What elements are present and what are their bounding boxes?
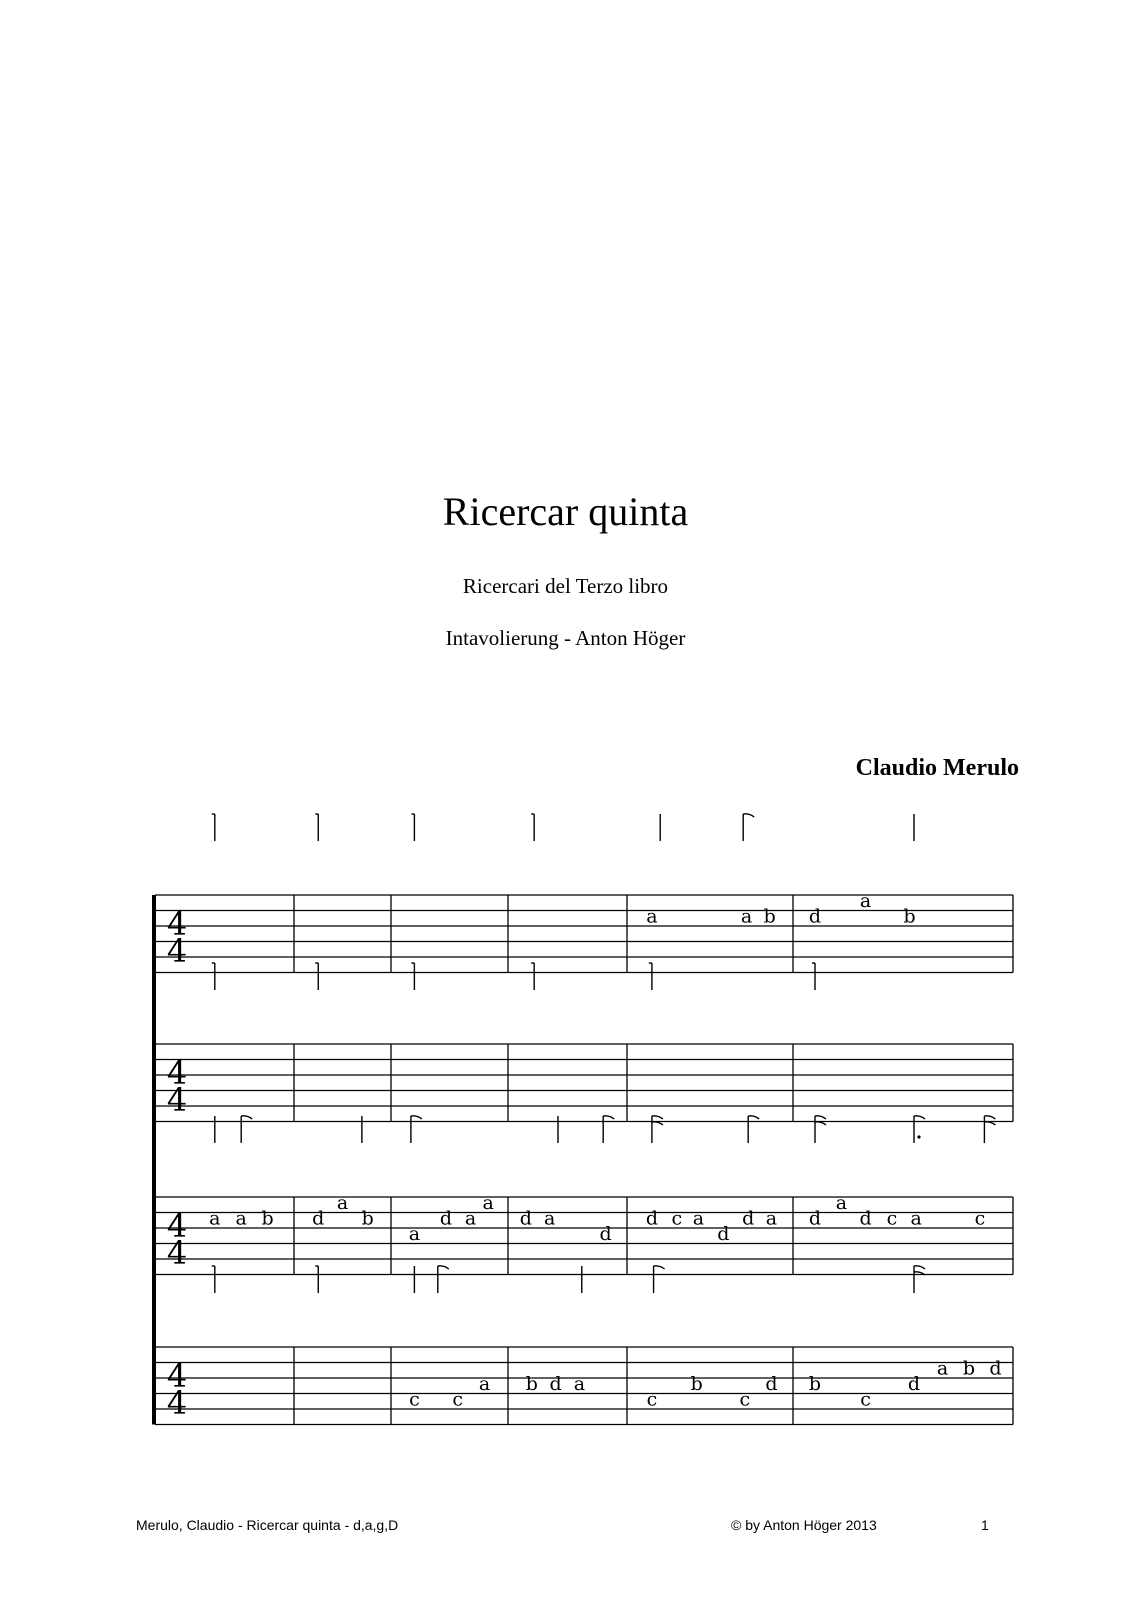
tab-letter: d — [549, 1373, 562, 1395]
rhythm-flag — [315, 963, 318, 990]
page-title: Ricercar quinta — [442, 489, 689, 534]
tab-letter: a — [573, 1373, 586, 1395]
tab-system — [155, 1116, 1013, 1275]
tab-letter: d — [859, 1207, 872, 1230]
tab-letter: a — [740, 905, 753, 928]
tab-letter: a — [936, 1357, 949, 1380]
tab-letter: b — [808, 1373, 822, 1395]
rhythm-flag — [743, 814, 754, 841]
tab-letter: c — [860, 1388, 871, 1411]
rhythm-flag — [649, 963, 652, 990]
tab-letter: c — [409, 1388, 420, 1411]
footer-copyright: © by Anton Höger 2013 — [731, 1517, 877, 1533]
rhythm-flag — [748, 1116, 759, 1143]
arranger-line: Intavolierung - Anton Höger — [445, 626, 686, 650]
tab-letter: d — [519, 1207, 532, 1230]
tab-letter: c — [671, 1207, 683, 1230]
rhythm-flag — [531, 963, 534, 990]
time-signature-top: 4 — [166, 905, 188, 943]
tab-letter: b — [261, 1207, 274, 1230]
rhythm-flag — [603, 1116, 614, 1143]
rhythm-flag — [212, 963, 215, 990]
tab-letter: a — [859, 890, 872, 912]
rhythm-flag — [652, 1116, 663, 1143]
tab-letter: d — [312, 1207, 325, 1230]
tab-letter: a — [336, 1192, 349, 1214]
tab-letter: c — [886, 1207, 898, 1230]
time-signature-bottom: 4 — [166, 1234, 188, 1272]
tab-letter: d — [808, 1207, 822, 1230]
time-signature-bottom: 4 — [166, 932, 188, 970]
tab-letter: d — [717, 1223, 730, 1245]
tab-letter: d — [808, 905, 822, 928]
rhythm-flag — [438, 1266, 449, 1293]
tab-letter: a — [482, 1192, 494, 1214]
system-bracket — [152, 895, 156, 1425]
tab-letter: b — [903, 905, 916, 928]
tab-letter: d — [742, 1207, 755, 1230]
tab-letter: a — [209, 1207, 221, 1230]
footer-left: Merulo, Claudio - Ricercar quinta - d,a,g,D — [136, 1517, 399, 1533]
rhythm-flag — [411, 963, 414, 990]
tab-letter: c — [974, 1207, 986, 1230]
tab-letter: a — [646, 905, 658, 928]
tab-letter: b — [690, 1373, 703, 1395]
rhythm-flag — [315, 1266, 318, 1293]
tab-letter: c — [646, 1388, 658, 1411]
rhythm-flag — [212, 814, 215, 841]
rhythm-flag — [411, 1116, 422, 1143]
tab-letter: d — [765, 1373, 778, 1395]
time-signature-top: 4 — [166, 1357, 188, 1395]
tab-letter: b — [763, 905, 776, 928]
rhythm-flag — [531, 814, 534, 841]
tab-letter: a — [835, 1192, 848, 1214]
tab-letter: a — [408, 1223, 421, 1245]
tab-letter: d — [989, 1357, 1002, 1380]
rhythm-flag — [241, 1116, 252, 1143]
tab-letter: a — [478, 1373, 491, 1395]
rhythm-flag — [315, 814, 318, 841]
rhythm-flag — [812, 963, 815, 990]
tab-letter: b — [361, 1207, 374, 1230]
time-signature-top: 4 — [166, 1054, 188, 1092]
rhythm-flag — [212, 1266, 215, 1293]
time-signature-bottom: 4 — [166, 1081, 188, 1119]
tab-letter: d — [599, 1223, 612, 1245]
time-signature-bottom: 4 — [166, 1384, 188, 1422]
tab-letter: d — [907, 1373, 921, 1395]
tab-letter: d — [645, 1207, 658, 1230]
rhythm-flag — [914, 1116, 925, 1143]
tab-letter: c — [739, 1388, 751, 1411]
time-signature-top: 4 — [166, 1207, 188, 1245]
rhythm-flag — [411, 814, 414, 841]
tab-letter: b — [525, 1373, 538, 1395]
tab-letter: a — [464, 1207, 477, 1230]
rhythm-flag — [815, 1116, 826, 1143]
tab-letter: a — [910, 1207, 922, 1230]
tab-letter: d — [439, 1207, 453, 1230]
rhythm-flag — [654, 1266, 665, 1293]
tab-letter: c — [452, 1388, 464, 1411]
tab-letter: a — [765, 1207, 778, 1230]
rhythm-flag — [984, 1116, 995, 1143]
footer-page-number: 1 — [981, 1517, 989, 1533]
tab-letter: a — [235, 1207, 247, 1230]
tab-system — [155, 814, 1013, 973]
composer-name: Claudio Merulo — [855, 755, 1019, 781]
subtitle: Ricercari del Terzo libro — [462, 574, 669, 598]
tab-letter: a — [692, 1207, 705, 1230]
tab-system — [155, 963, 1013, 1122]
rhythm-flag — [914, 1266, 925, 1293]
tab-system — [155, 1266, 1013, 1425]
tab-letter: b — [962, 1357, 976, 1380]
tab-letter: a — [543, 1207, 556, 1230]
